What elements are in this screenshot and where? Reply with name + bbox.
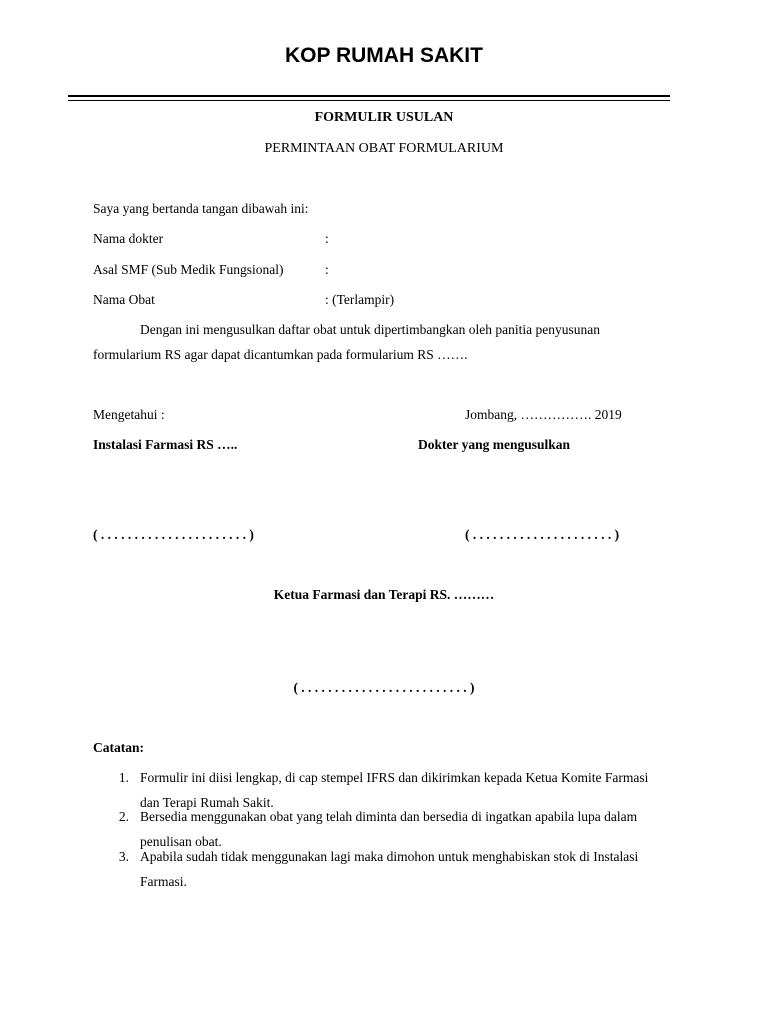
field-value-nama-obat: : (Terlampir) [325,292,395,307]
place-date: Jombang, ……………. 2019 [465,407,622,422]
form-title: FORMULIR USULAN [314,110,454,125]
list-number: 1. [118,770,129,785]
center-signature-blank: ( . . . . . . . . . . . . . . . . . . . . . . . . . ) [293,680,475,695]
list-number: 3. [118,849,129,864]
field-label-nama-dokter: Nama dokter [93,231,164,246]
center-signer-title: Ketua Farmasi dan Terapi RS. ……… [273,587,495,602]
list-number: 2. [118,809,129,824]
mengetahui-label: Mengetahui : [93,407,165,422]
paragraph-line-1: Dengan ini mengusulkan daftar obat untuk dipertimbangkan oleh panitia penyusunan [140,322,601,337]
intro-text: Saya yang bertanda tangan dibawah ini: [93,201,309,216]
letterhead-title: KOP RUMAH SAKIT [285,44,483,67]
field-value-asal-smf: : [325,262,329,277]
right-signer-title: Dokter yang mengusulkan [418,437,571,452]
paragraph-line-2: formularium RS agar dapat dicantumkan pada formularium RS ……. [93,347,468,362]
list-item-line-1: Formulir ini diisi lengkap, di cap stempel IFRS dan dikirimkan kepada Ketua Komite Farmasi [140,770,649,785]
form-subtitle: PERMINTAAN OBAT FORMULARIUM [264,141,504,156]
list-item-line-1: Apabila sudah tidak menggunakan lagi maka dimohon untuk menghabiskan stok di Instalasi [140,849,639,864]
list-item-line-2: penulisan obat. [140,834,222,849]
field-label-nama-obat: Nama Obat [93,292,155,307]
notes-heading: Catatan: [93,740,144,755]
right-signature-blank: ( . . . . . . . . . . . . . . . . . . . . . ) [465,527,620,542]
list-item-line-2: Farmasi. [140,874,187,889]
left-signer-title: Instalasi Farmasi RS ….. [93,437,238,452]
left-signature-blank: ( . . . . . . . . . . . . . . . . . . . . . . ) [93,527,254,542]
list-item-line-1: Bersedia menggunakan obat yang telah diminta dan bersedia di ingatkan apabila lupa dalam [140,809,638,824]
field-value-nama-dokter: : [325,231,329,246]
letterhead-rule-thin [68,100,670,101]
list-item-line-2: dan Terapi Rumah Sakit. [140,795,274,810]
field-label-asal-smf: Asal SMF (Sub Medik Fungsional) [93,262,284,277]
letterhead-rule-thick [68,95,670,97]
